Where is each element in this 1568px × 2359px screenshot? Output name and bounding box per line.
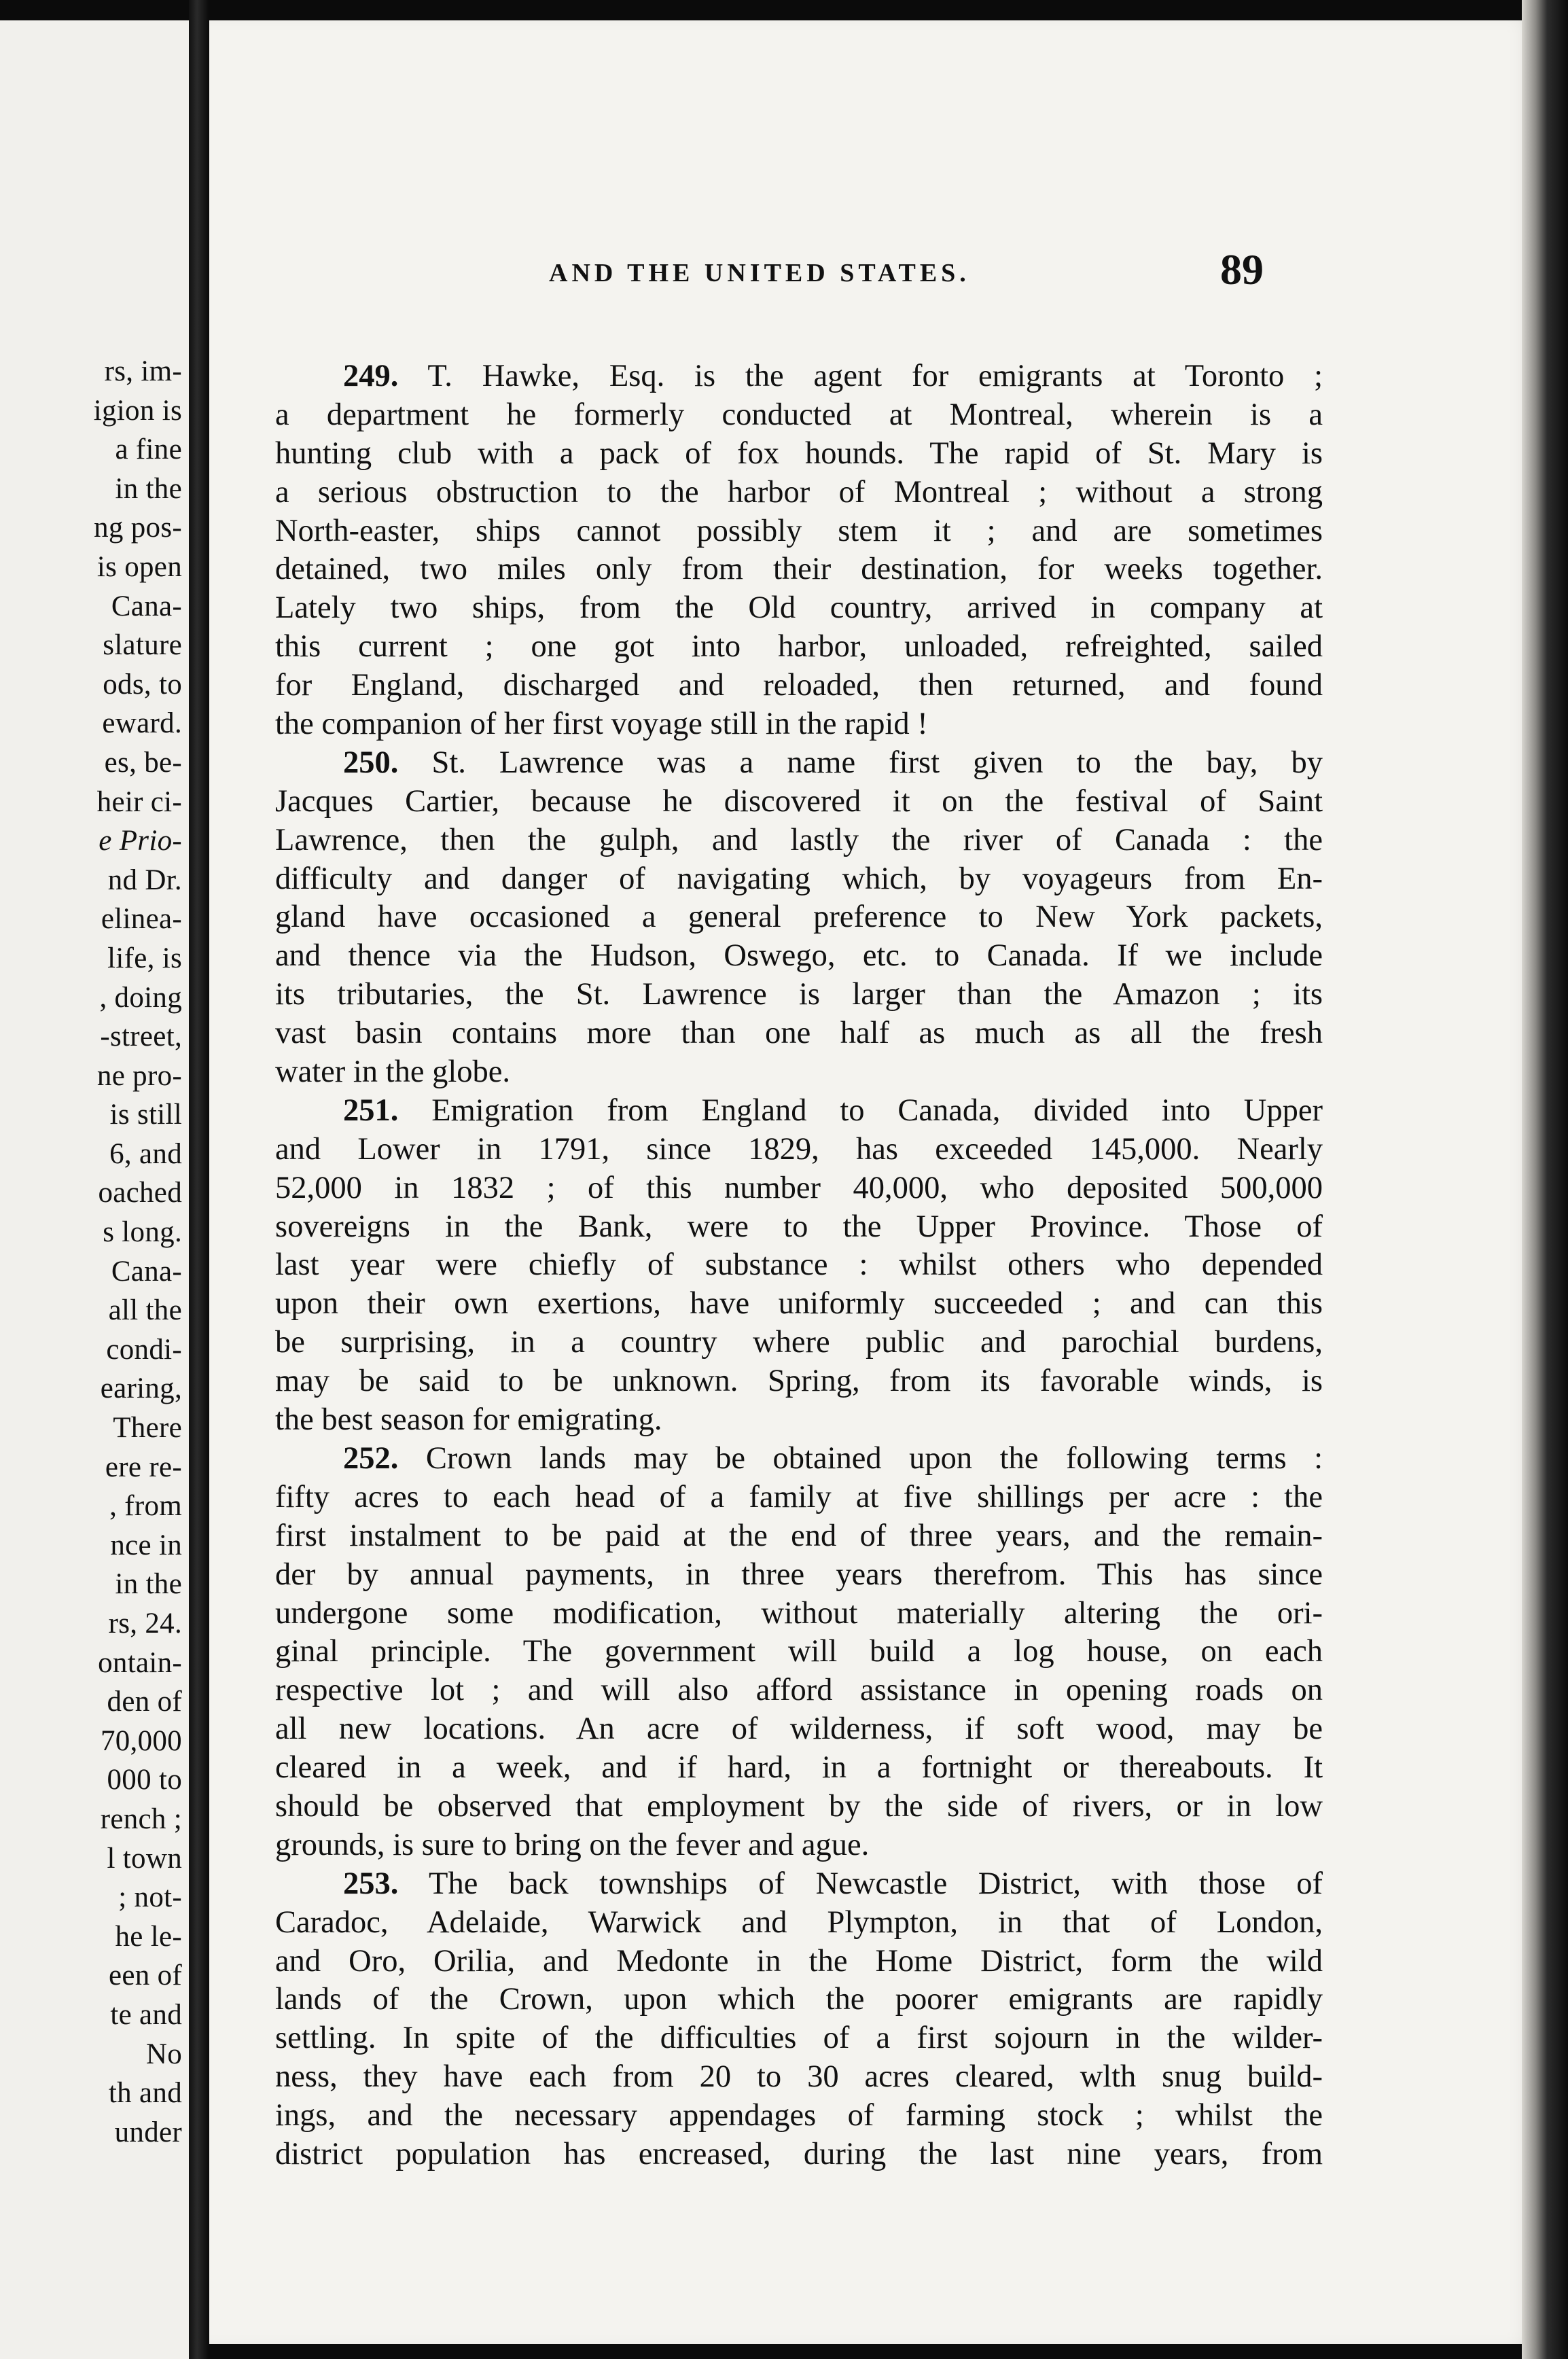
left-text-line: es, be- — [104, 746, 182, 779]
text-line: the best season for emigrating. — [275, 1402, 662, 1438]
left-text-line: , from — [109, 1490, 182, 1523]
left-text-line: den of — [107, 1686, 182, 1718]
paragraph-first-line: 250. St. Lawrence was a name first given to the bay, by — [343, 745, 1323, 780]
page-edge — [1522, 0, 1568, 2359]
text-line: for England, discharged and reloaded, then returned, and found — [275, 668, 1323, 703]
text-line: its tributaries, the St. Lawrence is larger than the Amazon ; its — [275, 977, 1323, 1012]
left-text-line: ; not- — [118, 1881, 182, 1914]
left-text-line: ne pro- — [96, 1059, 182, 1092]
left-text-line: 000 to — [107, 1764, 182, 1796]
left-text-line: all the — [108, 1294, 182, 1327]
body-text — [275, 357, 1323, 2174]
left-text-line: eward. — [102, 707, 182, 740]
text-line: Caradoc, Adelaide, Warwick and Plympton, in that of London, — [275, 1904, 1323, 1940]
left-text-line: is still — [109, 1099, 182, 1131]
left-text-line: , doing — [99, 981, 182, 1014]
paragraph-first-line: 249. T. Hawke, Esq. is the agent for emigrants at Toronto ; — [343, 359, 1323, 393]
left-text-line: No — [145, 2038, 182, 2070]
left-text-line: condi- — [106, 1333, 182, 1366]
text-line: ings, and the necessary appendages of farming stock ; whilst the — [275, 2098, 1323, 2133]
text-line: the companion of her first voyage still in the rapid ! — [275, 707, 928, 742]
paragraph-number: 249. — [343, 359, 399, 393]
left-text-line: oached — [98, 1177, 182, 1209]
right-page — [209, 20, 1539, 2344]
left-text-line: e Prio- — [99, 825, 182, 857]
left-page-fragment — [0, 20, 189, 2359]
text-line: should be observed that employment by the side of rivers, or in low — [275, 1788, 1323, 1824]
left-page-text — [0, 352, 182, 2152]
text-line: Lawrence, then the gulph, and lastly the river of Canada : the — [275, 822, 1323, 857]
text-line: ginal principle. The government will build a log house, on each — [275, 1634, 1323, 1669]
left-text-line: rs, 24. — [108, 1608, 182, 1639]
left-text-line: rench ; — [100, 1803, 182, 1835]
left-text-line: heir ci- — [96, 785, 182, 818]
left-text-line: in the — [115, 1568, 182, 1601]
left-text-line: life, is — [107, 942, 182, 974]
left-text-line: earing, — [100, 1372, 182, 1405]
text-line: undergone some modification, without materially altering the ori- — [275, 1595, 1323, 1631]
paragraph-number: 251. — [343, 1093, 399, 1128]
text-line: difficulty and danger of navigating which, by voyageurs from En- — [275, 861, 1323, 896]
text-line: Jacques Cartier, because he discovered it on the festival of Saint — [275, 783, 1323, 819]
left-text-line: he le- — [115, 1920, 182, 1953]
page-number: 89 — [1220, 245, 1264, 294]
text-line: detained, two miles only from their destination, for weeks together. — [275, 552, 1323, 587]
text-line: vast basin contains more than one half as much as all the fresh — [275, 1016, 1323, 1051]
text-line: gland have occasioned a general preference to New York packets, — [275, 900, 1323, 935]
text-line: North-easter, ships cannot possibly stem it ; and are sometimes — [275, 513, 1323, 548]
text-line: a department he formerly conducted at Montreal, wherein is a — [275, 397, 1323, 432]
text-line: grounds, is sure to bring on the fever and ague. — [275, 1827, 870, 1862]
paragraph-first-line: 252. Crown lands may be obtained upon the following terms : — [343, 1440, 1323, 1476]
left-text-line: 70,000 — [100, 1724, 182, 1757]
text-line: sovereigns in the Bank, were to the Upper Province. Those of — [275, 1209, 1323, 1244]
left-text-line: s long. — [103, 1216, 182, 1249]
left-text-line: is open — [96, 550, 182, 583]
left-text-line: nce in — [110, 1529, 182, 1561]
paragraph-first-line: 253. The back townships of Newcastle District, with those of — [343, 1866, 1323, 1901]
left-text-line: a fine — [115, 433, 182, 466]
text-line: ness, they have each from 20 to 30 acres cleared, wlth snug build- — [275, 2059, 1323, 2095]
text-line: 52,000 in 1832 ; of this number 40,000, who deposited 500,000 — [275, 1170, 1323, 1205]
text-line: Lately two ships, from the Old country, arrived in company at — [275, 590, 1323, 626]
left-text-line: een of — [108, 1959, 182, 1992]
text-line: district population has encreased, during the last nine years, from — [275, 2136, 1323, 2171]
text-line: lands of the Crown, upon which the poorer emigrants are rapidly — [275, 1982, 1323, 2017]
text-line: a serious obstruction to the harbor of Montreal ; without a strong — [275, 474, 1323, 510]
left-text-line: rs, im- — [104, 355, 182, 387]
left-text-line: elinea- — [101, 903, 182, 936]
left-text-line: ere re- — [105, 1451, 182, 1483]
text-line: this current ; one got into harbor, unloaded, refreighted, sailed — [275, 629, 1323, 664]
text-line: water in the globe. — [275, 1054, 511, 1090]
left-text-line: 6, and — [109, 1137, 182, 1170]
left-text-line: l town — [107, 1842, 182, 1875]
left-text-line: ontain- — [98, 1646, 182, 1679]
paragraph-number: 252. — [343, 1440, 399, 1476]
left-text-line: ng pos- — [94, 512, 182, 544]
left-text-line: Cana- — [111, 590, 182, 622]
text-line: cleared in a week, and if hard, in a fortnight or thereabouts. It — [275, 1750, 1323, 1786]
left-text-line: th and — [108, 2077, 182, 2110]
left-text-line: There — [113, 1412, 182, 1444]
left-text-line: in the — [115, 472, 182, 505]
text-line: and thence via the Hudson, Oswego, etc. to Canada. If we include — [275, 938, 1323, 974]
text-line: fifty acres to each head of a family at five shillings per acre : the — [275, 1479, 1323, 1514]
text-line: all new locations. An acre of wilderness, if soft wood, may be — [275, 1711, 1323, 1747]
left-text-line: te and — [110, 1998, 182, 2031]
paragraph-number: 250. — [343, 745, 399, 780]
left-text-line: -street, — [100, 1021, 182, 1053]
paragraph-first-line: 251. Emigration from England to Canada, divided into Upper — [343, 1093, 1323, 1128]
text-line: and Oro, Orilia, and Medonte in the Home District, form the wild — [275, 1943, 1323, 1979]
left-text-line: igion is — [93, 394, 182, 427]
text-line: respective lot ; and will also afford assistance in opening roads on — [275, 1673, 1323, 1708]
left-text-line: Cana- — [111, 1255, 182, 1288]
left-text-line: slature — [103, 629, 182, 662]
text-line: be surprising, in a country where public and parochial burdens, — [275, 1325, 1323, 1360]
text-line: settling. In spite of the difficulties of a first sojourn in the wilder- — [275, 2021, 1323, 2056]
left-text-line: nd Dr. — [107, 864, 182, 896]
text-line: upon their own exertions, have uniformly succeeded ; and can this — [275, 1286, 1323, 1322]
left-text-line: under — [114, 2116, 182, 2148]
left-text-line: ods, to — [103, 668, 182, 700]
book-gutter — [189, 0, 209, 2359]
text-line: der by annual payments, in three years therefrom. This has since — [275, 1557, 1323, 1592]
text-line: may be said to be unknown. Spring, from its favorable winds, is — [275, 1364, 1323, 1399]
running-head: AND THE UNITED STATES. — [549, 259, 970, 287]
text-line: first instalment to be paid at the end of three years, and the remain- — [275, 1518, 1323, 1553]
paragraph-number: 253. — [343, 1866, 399, 1901]
text-line: hunting club with a pack of fox hounds. The rapid of St. Mary is — [275, 436, 1323, 471]
text-line: last year were chiefly of substance : whilst others who depended — [275, 1247, 1323, 1283]
text-line: and Lower in 1791, since 1829, has exceeded 145,000. Nearly — [275, 1131, 1323, 1167]
